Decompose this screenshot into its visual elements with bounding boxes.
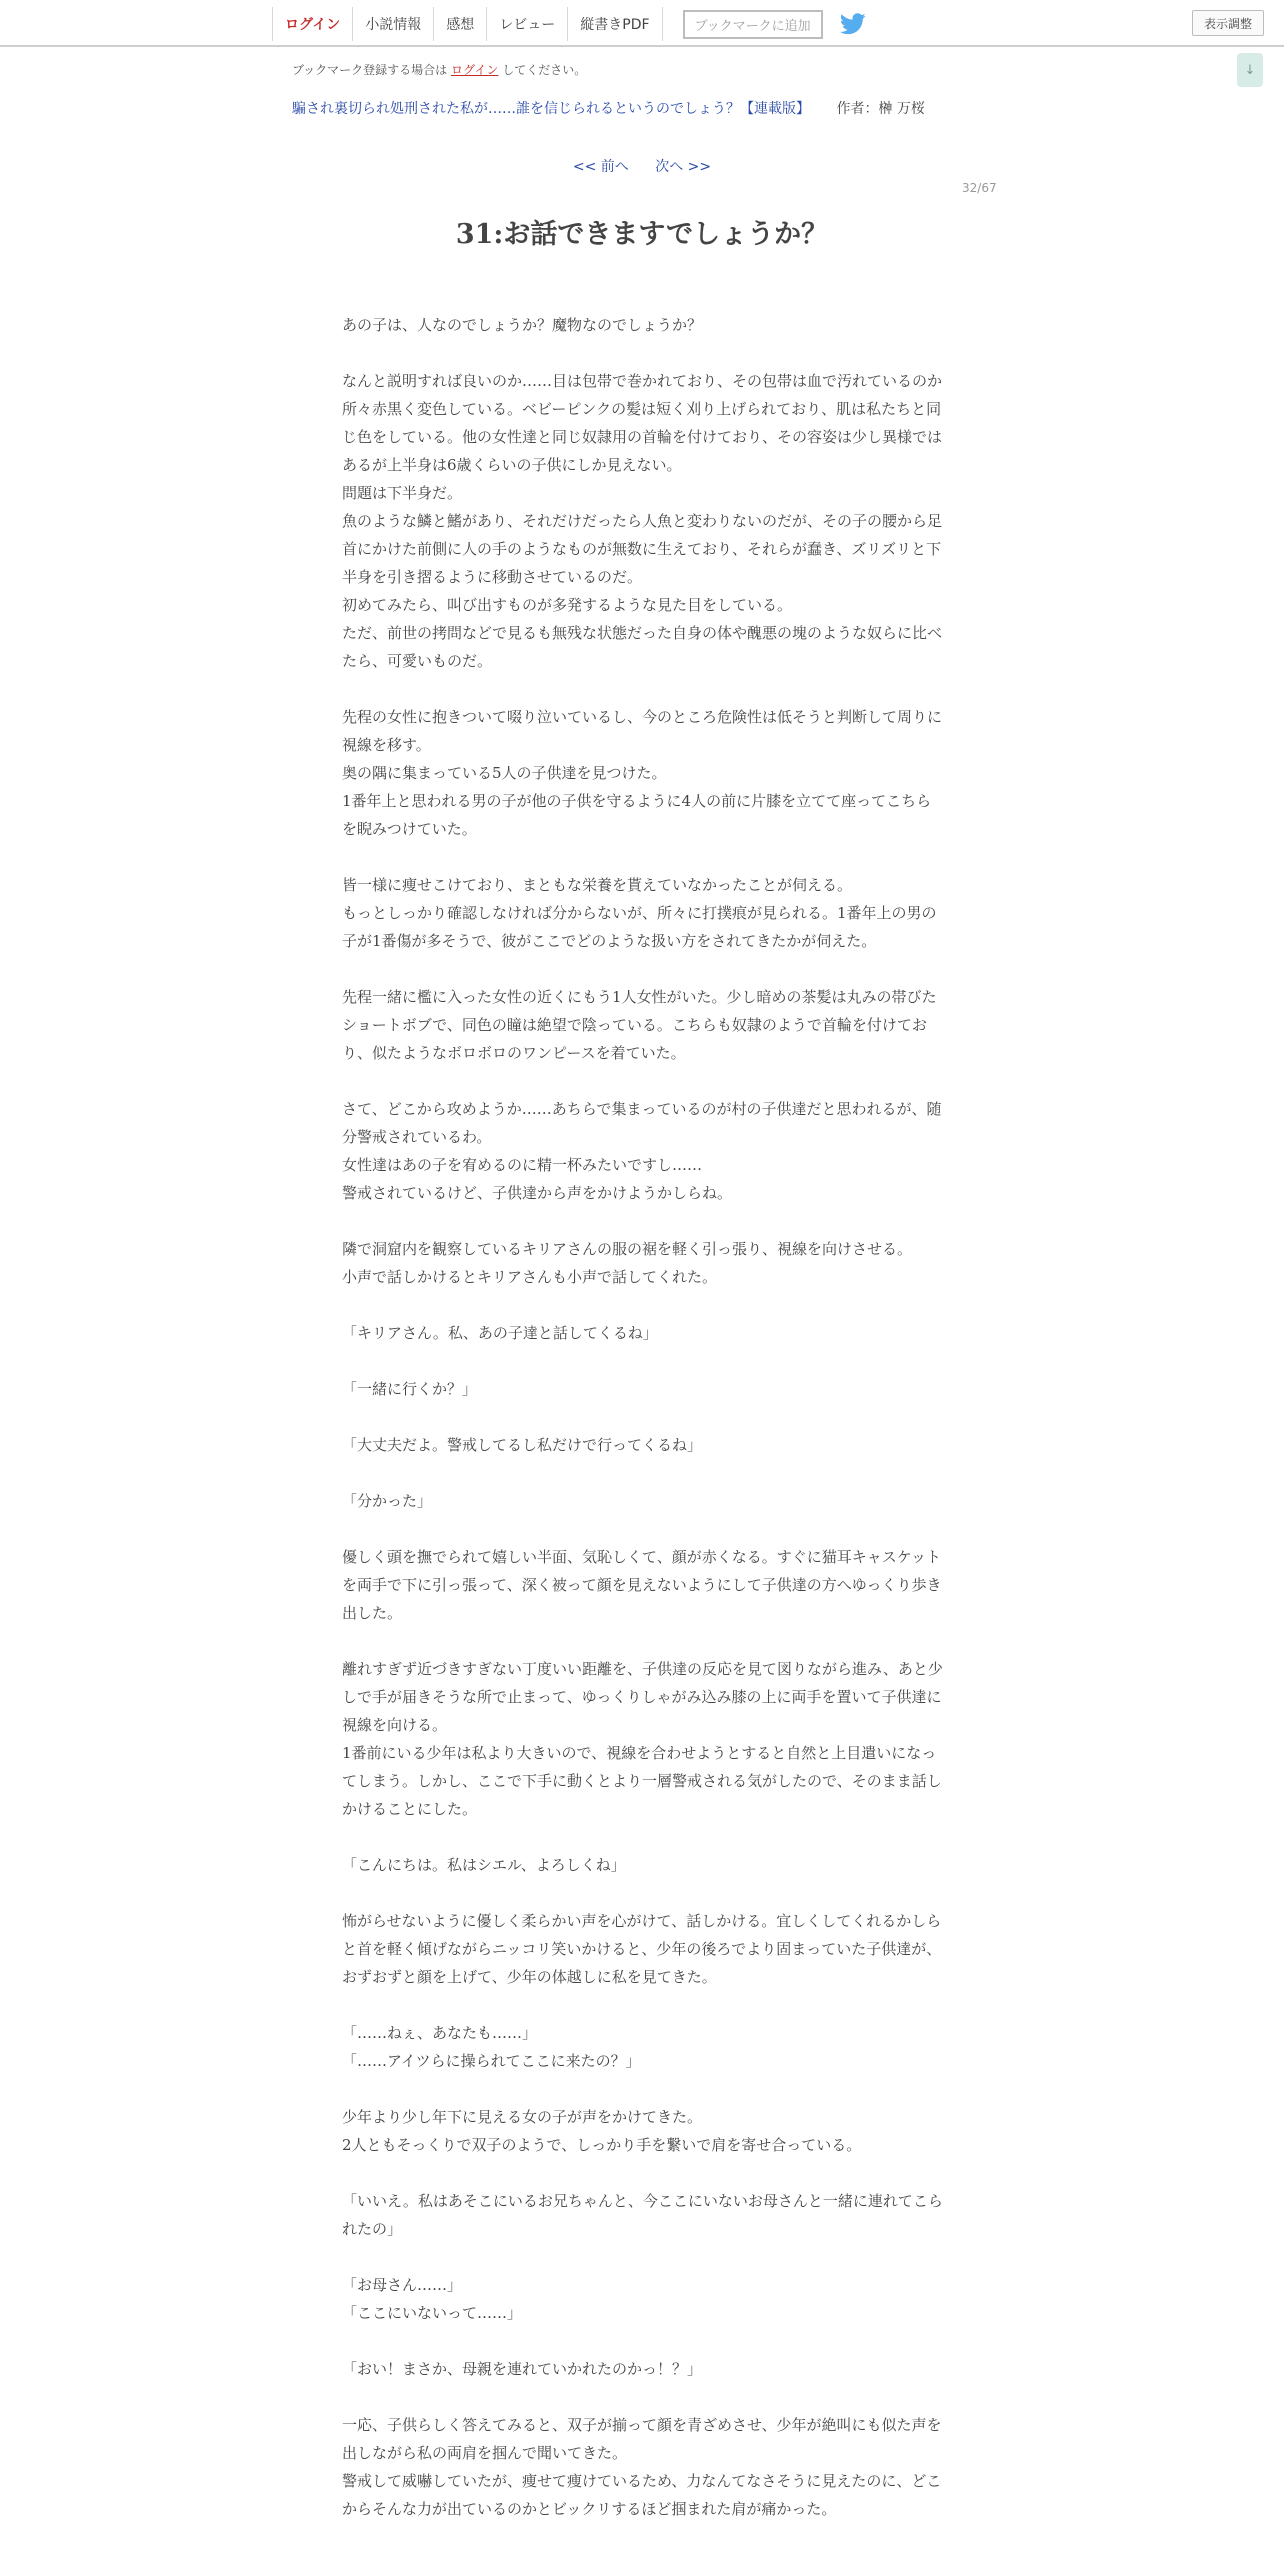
body-paragraph: あの子は、人なのでしょうか？魔物なのでしょうか？ (342, 316, 703, 334)
body-paragraph (342, 955, 946, 983)
body-paragraph (342, 1347, 946, 1375)
scroll-down-button[interactable]: ↓ (1237, 53, 1263, 87)
login-note-prefix: ブックマーク登録する場合は (292, 63, 448, 77)
series-info (292, 98, 925, 118)
body-paragraph: 「分かった」 (342, 1492, 433, 1510)
prev-chapter-link[interactable]: << 前へ (572, 159, 629, 175)
body-paragraph: 少年より少し年下に見える女の子が声をかけてきた。 (342, 2108, 703, 2126)
body-paragraph: 怖がらせないように優しく柔らかい声を心がけて、話しかける。宜しくしてくれるかしらと首を軽く傾げながらニッコリ笑いかけると、少年の後ろでより固まっていた子供達が、おずおずと顔を上げて、少年の体越しに私を見てきた。 (342, 1912, 942, 1986)
body-paragraph: 「大丈夫だよ。警戒してるし私だけで行ってくるね」 (342, 1436, 703, 1454)
body-paragraph (342, 1823, 946, 1851)
body-paragraph: 「こんにちは。私はシエル、よろしくね」 (342, 1856, 626, 1874)
body-paragraph (342, 1459, 946, 1487)
body-paragraph: 一応、子供らしく答えてみると、双子が揃って顔を青ざめさせ、少年が絶叫にも似た声を出しながら私の両肩を掴んで聞いてきた。 (342, 2416, 942, 2462)
body-paragraph: もっとしっかり確認しなければ分からないが、所々に打撲痕が見られる。1番年上の男の子が1番傷が多そうで、彼がここでどのような扱い方をされてきたかが伺えた。 (342, 904, 937, 950)
body-paragraph: 「お母さん……」 (342, 2276, 463, 2294)
body-paragraph (342, 2075, 946, 2103)
body-paragraph (342, 1291, 946, 1319)
body-paragraph: 「キリアさん。私、あの子達と話してくるね」 (342, 1324, 658, 1342)
body-paragraph: 奥の隅に集まっている5人の子供達を見つけた。 (342, 764, 667, 782)
body-paragraph: 魚のような鱗と鰭があり、それだけだったら人魚と変わりないのだが、その子の腰から足首にかけた前側に人の手のようなものが無数に生えており、それらが蠢き、ズリズリと下半身を引き摺るように移動させているのだ。 (342, 512, 943, 586)
bookmark-login-note (292, 61, 586, 78)
display-settings-button[interactable]: 表示調整 (1192, 10, 1264, 36)
body-paragraph: 優しく頭を撫でられて嬉しい半面、気恥しくて、顔が赤くなる。すぐに猫耳キャスケットを両手で下に引っ張って、深く被って顔を見えないようにして子供達の方へゆっくり歩き出した。 (342, 1548, 942, 1622)
nav-review-link[interactable]: レビュー (486, 7, 567, 41)
body-paragraph: 皆一様に痩せこけており、まともな栄養を貰えていなかったことが伺える。 (342, 876, 853, 894)
login-note-link[interactable]: ログイン (451, 63, 499, 77)
body-paragraph (342, 675, 946, 703)
body-paragraph: 「いいえ。私はあそこにいるお兄ちゃんと、今ここにいないお母さんと一緒に連れてこられたの」 (342, 2192, 943, 2238)
body-paragraph: 「……ねぇ、あなたも……」 (342, 2024, 538, 2042)
nav-menu (272, 7, 867, 41)
body-paragraph (342, 1991, 946, 2019)
novel-body (342, 311, 946, 2523)
body-paragraph (342, 2383, 946, 2411)
body-paragraph (342, 1403, 946, 1431)
body-paragraph: 「一緒に行くか？」 (342, 1380, 478, 1398)
page-count: 32/67 (962, 181, 997, 195)
body-paragraph: 1番前にいる少年は私より大きいので、視線を合わせようとすると自然と上目遣いになってしまう。しかし、ここで下手に動くとより一層警戒される気がしたので、そのまま話しかけることにした。 (342, 1744, 942, 1818)
body-paragraph (342, 2327, 946, 2355)
body-paragraph: 「ここにいないって……」 (342, 2304, 523, 2322)
next-chapter-link[interactable]: 次へ >> (655, 159, 712, 175)
chapter-pager (0, 156, 1284, 176)
series-title-link[interactable]: 騙され裏切られ処刑された私が……誰を信じられるというのでしょう？【連載版】 (292, 101, 810, 117)
body-paragraph: 「……アイツらに操られてここに来たの？」 (342, 2052, 641, 2070)
body-paragraph: 問題は下半身だ。 (342, 484, 463, 502)
body-paragraph (342, 1207, 946, 1235)
nav-vertical-pdf-link[interactable]: 縦書きPDF (567, 7, 662, 41)
nav-impression-link[interactable]: 感想 (433, 7, 486, 41)
nav-novel-info-link[interactable]: 小説情報 (352, 7, 433, 41)
body-paragraph: ただ、前世の拷問などで見るも無残な状態だった自身の体や醜悪の塊のような奴らに比べたら、可愛いものだ。 (342, 624, 943, 670)
body-paragraph (342, 1879, 946, 1907)
body-paragraph: 小声で話しかけるとキリアさんも小声で話してくれた。 (342, 1268, 718, 1286)
body-paragraph: 離れすぎず近づきすぎない丁度いい距離を、子供達の反応を見て図りながら進み、あと少しで手が届きそうな所で止まって、ゆっくりしゃがみ込み膝の上に両手を置いて子供達に視線を向ける。 (342, 1660, 943, 1734)
body-paragraph (342, 1067, 946, 1095)
body-paragraph: 隣で洞窟内を観察しているキリアさんの服の裾を軽く引っ張り、視線を向けさせる。 (342, 1240, 913, 1258)
body-paragraph: 1番年上と思われる男の子が他の子供を守るように4人の前に片膝を立てて座ってこちらを睨みつけていた。 (342, 792, 932, 838)
twitter-bird-icon (840, 13, 866, 35)
body-paragraph (342, 2159, 946, 2187)
body-paragraph: 先程一緒に檻に入った女性の近くにもう1人女性がいた。少し暗めの茶髪は丸みの帯びたショートボブで、同色の瞳は絶望で陰っている。こちらも奴隷のようで首輪を付けており、似たようなボロボロのワンピースを着ていた。 (342, 988, 937, 1062)
body-paragraph: 警戒して威嚇していたが、痩せて痩けているため、力なんてなさそうに見えたのに、どこからそんな力が出ているのかとビックリするほど掴まれた肩が痛かった。 (342, 2472, 942, 2518)
body-paragraph: 女性達はあの子を宥めるのに精一杯みたいですし…… (342, 1156, 703, 1174)
chapter-title: 31:お話できますでしょうか？ (455, 219, 829, 250)
body-paragraph (342, 843, 946, 871)
add-bookmark-button[interactable]: ブックマークに追加 (683, 10, 823, 39)
body-paragraph: 「おい！まさか、母親を連れていかれたのかっ！？」 (342, 2360, 703, 2378)
body-paragraph (342, 2243, 946, 2271)
top-navigation-bar (0, 0, 1284, 47)
nav-login-link[interactable]: ログイン (272, 7, 352, 41)
body-paragraph: 警戒されているけど、子供達から声をかけようかしらね。 (342, 1184, 733, 1202)
body-paragraph: さて、どこから攻めようか……あちらで集まっているのが村の子供達だと思われるが、随分警戒されているわ。 (342, 1100, 942, 1146)
body-paragraph (342, 339, 946, 367)
author-name: 作者：榊 万桜 (836, 101, 925, 117)
body-paragraph: 先程の女性に抱きついて啜り泣いているし、今のところ危険性は低そうと判断して周りに視線を移す。 (342, 708, 943, 754)
twitter-share-button[interactable] (839, 12, 867, 36)
body-paragraph (342, 1515, 946, 1543)
body-paragraph: 初めてみたら、叫び出すものが多発するような見た目をしている。 (342, 596, 793, 614)
body-paragraph: なんと説明すれば良いのか……目は包帯で巻かれており、その包帯は血で汚れているのか所々赤黒く変色している。ベビーピンクの髪は短く刈り上げられており、肌は私たちと同じ色をしている。他の女性達と同じ奴隷用の首輪を付けており、その容姿は少し異様ではあるが上半身は6歳くらいの子供にしか見えない。 (342, 372, 943, 474)
body-paragraph (342, 1627, 946, 1655)
login-note-suffix: してください。 (502, 63, 587, 77)
body-paragraph: 2人ともそっくりで双子のようで、しっかり手を繋いで肩を寄せ合っている。 (342, 2136, 862, 2154)
